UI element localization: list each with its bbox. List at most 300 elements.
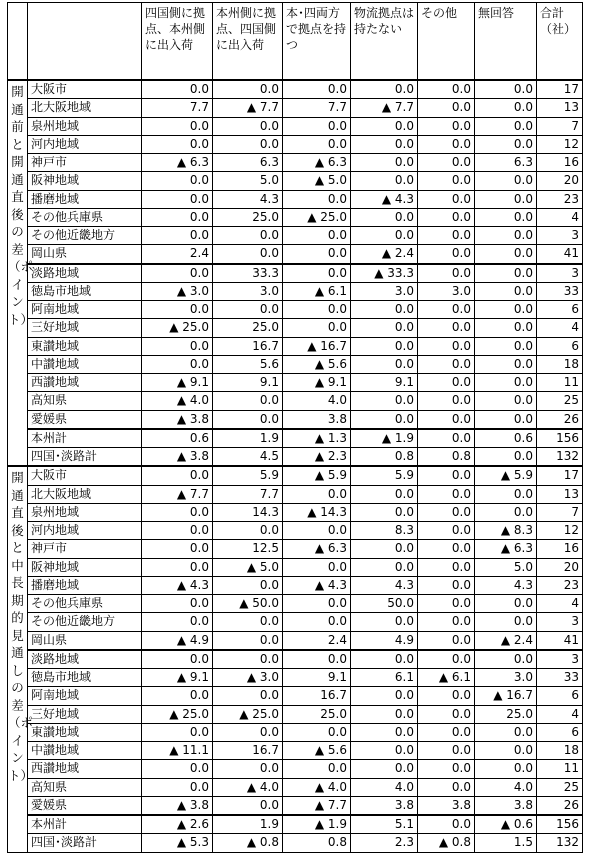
table-row	[8, 135, 583, 153]
table-row	[8, 815, 583, 834]
value-cell: ▲ 4.0	[213, 778, 283, 796]
value-cell: 0.0	[142, 503, 213, 521]
table-row	[8, 540, 583, 558]
value-cell: 0.0	[283, 319, 351, 337]
value-cell: 0.0	[142, 80, 213, 99]
value-cell: 8.3	[351, 522, 418, 540]
value-cell: ▲ 6.1	[283, 282, 351, 300]
value-cell: 0.0	[475, 650, 537, 669]
value-cell: 3.0	[418, 282, 475, 300]
header-region	[28, 3, 142, 81]
value-cell: 2.4	[283, 631, 351, 650]
table-row	[8, 355, 583, 373]
value-cell: 0.0	[213, 687, 283, 705]
table-row	[8, 264, 583, 283]
value-cell: 25.0	[475, 705, 537, 723]
region-cell: 三好地域	[28, 319, 142, 337]
table-row	[8, 796, 583, 815]
value-cell: 0.0	[213, 723, 283, 741]
total-cell: 16	[537, 540, 583, 558]
total-cell: 132	[537, 834, 583, 852]
value-cell: 0.0	[475, 337, 537, 355]
table-row	[8, 392, 583, 410]
value-cell: 0.0	[418, 540, 475, 558]
value-cell: 1.9	[213, 429, 283, 448]
value-cell: 0.0	[142, 264, 213, 283]
value-cell: ▲ 0.8	[418, 834, 475, 852]
value-cell: 0.0	[351, 117, 418, 135]
value-cell: 0.0	[418, 135, 475, 153]
value-cell: 0.0	[418, 650, 475, 669]
value-cell: 0.0	[142, 355, 213, 373]
table-row	[8, 576, 583, 594]
section-label: 開通直後と中長期的見通しの差（ポイント）	[8, 466, 28, 852]
value-cell: 0.0	[418, 613, 475, 631]
value-cell: 0.0	[418, 154, 475, 172]
region-cell: 播磨地域	[28, 190, 142, 208]
region-cell: 岡山県	[28, 631, 142, 650]
value-cell: 0.0	[418, 117, 475, 135]
value-cell: 0.0	[283, 301, 351, 319]
value-cell: ▲ 16.7	[475, 687, 537, 705]
value-cell: 0.0	[213, 796, 283, 815]
value-cell: 0.0	[213, 760, 283, 778]
value-cell: 0.0	[418, 319, 475, 337]
value-cell: 0.0	[418, 687, 475, 705]
region-cell: 淡路地域	[28, 650, 142, 669]
value-cell: 0.0	[351, 705, 418, 723]
value-cell: 0.0	[351, 540, 418, 558]
value-cell: 0.0	[351, 301, 418, 319]
total-cell: 12	[537, 522, 583, 540]
value-cell: ▲ 7.7	[283, 796, 351, 815]
value-cell: 0.0	[351, 355, 418, 373]
region-cell: 大阪市	[28, 466, 142, 485]
table-body	[8, 3, 583, 853]
total-cell: 4	[537, 595, 583, 613]
value-cell: 0.0	[418, 466, 475, 485]
value-cell: 5.9	[213, 466, 283, 485]
table-row	[8, 448, 583, 467]
total-cell: 26	[537, 796, 583, 815]
table-row	[8, 723, 583, 741]
table-row	[8, 778, 583, 796]
value-cell: 0.0	[418, 410, 475, 429]
value-cell: 0.0	[475, 227, 537, 245]
value-cell: 0.0	[475, 448, 537, 467]
value-cell: 9.1	[283, 669, 351, 687]
region-cell: 河内地域	[28, 522, 142, 540]
region-cell: 中讃地域	[28, 355, 142, 373]
table-row	[8, 742, 583, 760]
value-cell: ▲ 6.3	[475, 540, 537, 558]
value-cell: 0.0	[142, 595, 213, 613]
value-cell: 0.0	[351, 337, 418, 355]
table-row	[8, 374, 583, 392]
value-cell: 0.0	[142, 208, 213, 226]
value-cell: 0.0	[475, 355, 537, 373]
value-cell: 0.0	[475, 595, 537, 613]
value-cell: 0.0	[418, 576, 475, 594]
region-cell: 三好地域	[28, 705, 142, 723]
value-cell: 7.7	[142, 99, 213, 117]
header-no-base: 物流拠点は持たない	[351, 3, 418, 81]
table-row	[8, 227, 583, 245]
value-cell: 4.3	[351, 576, 418, 594]
value-cell: 14.3	[213, 503, 283, 521]
value-cell: 0.0	[418, 522, 475, 540]
data-sheet	[7, 2, 582, 850]
value-cell: 0.0	[213, 576, 283, 594]
value-cell: ▲ 25.0	[213, 705, 283, 723]
value-cell: 0.0	[351, 650, 418, 669]
total-cell: 13	[537, 485, 583, 503]
total-cell: 6	[537, 723, 583, 741]
value-cell: ▲ 1.3	[283, 429, 351, 448]
value-cell: ▲ 4.3	[142, 576, 213, 594]
value-cell: 0.0	[475, 374, 537, 392]
region-cell: 本州計	[28, 815, 142, 834]
value-cell: ▲ 6.3	[283, 540, 351, 558]
value-cell: 0.0	[142, 778, 213, 796]
value-cell: 0.0	[475, 723, 537, 741]
value-cell: 0.0	[418, 503, 475, 521]
value-cell: 0.0	[351, 613, 418, 631]
value-cell: 0.0	[351, 319, 418, 337]
value-cell: 2.4	[142, 245, 213, 264]
value-cell: 0.0	[418, 595, 475, 613]
value-cell: 9.1	[213, 374, 283, 392]
value-cell: ▲ 25.0	[142, 319, 213, 337]
value-cell: 0.0	[475, 503, 537, 521]
region-cell: 徳島市地域	[28, 282, 142, 300]
value-cell: ▲ 6.3	[142, 154, 213, 172]
value-cell: 0.0	[418, 392, 475, 410]
region-cell: 大阪市	[28, 80, 142, 99]
total-cell: 7	[537, 503, 583, 521]
value-cell: ▲ 5.3	[142, 834, 213, 852]
total-cell: 23	[537, 190, 583, 208]
value-cell: 0.0	[213, 650, 283, 669]
value-cell: ▲ 7.7	[142, 485, 213, 503]
value-cell: ▲ 5.0	[213, 558, 283, 576]
value-cell: 3.0	[351, 282, 418, 300]
region-cell: その他兵庫県	[28, 208, 142, 226]
value-cell: 3.8	[351, 796, 418, 815]
region-cell: 泉州地域	[28, 117, 142, 135]
region-cell: 阿南地域	[28, 301, 142, 319]
value-cell: 5.0	[475, 558, 537, 576]
region-cell: 愛媛県	[28, 410, 142, 429]
comparison-table	[7, 2, 583, 853]
total-cell: 3	[537, 650, 583, 669]
region-cell: 高知県	[28, 392, 142, 410]
value-cell: 2.3	[351, 834, 418, 852]
value-cell: 0.0	[475, 410, 537, 429]
value-cell: 0.0	[418, 485, 475, 503]
region-cell: 神戸市	[28, 540, 142, 558]
value-cell: 3.8	[283, 410, 351, 429]
total-cell: 156	[537, 429, 583, 448]
header-shikoku-base: 四国側に拠点、本州側に出入荷	[142, 3, 213, 81]
value-cell: 50.0	[351, 595, 418, 613]
value-cell: ▲ 1.9	[283, 815, 351, 834]
value-cell: 5.1	[351, 815, 418, 834]
region-cell: その他近畿地方	[28, 227, 142, 245]
value-cell: 3.0	[213, 282, 283, 300]
total-cell: 33	[537, 669, 583, 687]
value-cell: 0.0	[351, 135, 418, 153]
value-cell: 0.0	[418, 208, 475, 226]
value-cell: 0.0	[351, 392, 418, 410]
value-cell: 16.7	[213, 337, 283, 355]
value-cell: 0.0	[142, 190, 213, 208]
value-cell: 0.0	[142, 522, 213, 540]
value-cell: 0.0	[418, 723, 475, 741]
value-cell: ▲ 3.8	[142, 796, 213, 815]
value-cell: 0.0	[475, 264, 537, 283]
value-cell: 0.0	[142, 466, 213, 485]
table-row	[8, 595, 583, 613]
value-cell: 4.0	[351, 778, 418, 796]
total-cell: 17	[537, 80, 583, 99]
value-cell: 0.0	[418, 245, 475, 264]
value-cell: 6.3	[213, 154, 283, 172]
value-cell: 0.0	[283, 595, 351, 613]
value-cell: 0.0	[283, 650, 351, 669]
value-cell: 1.5	[475, 834, 537, 852]
table-row	[8, 80, 583, 99]
table-row	[8, 631, 583, 650]
value-cell: 0.0	[142, 117, 213, 135]
table-row	[8, 760, 583, 778]
value-cell: 0.0	[142, 172, 213, 190]
value-cell: 4.0	[283, 392, 351, 410]
region-cell: 河内地域	[28, 135, 142, 153]
header-both-bases: 本･四両方で拠点を持つ	[283, 3, 351, 81]
value-cell: 0.0	[475, 190, 537, 208]
value-cell: 0.0	[475, 301, 537, 319]
value-cell: 0.0	[418, 760, 475, 778]
region-cell: 阪神地域	[28, 558, 142, 576]
value-cell: 0.0	[351, 742, 418, 760]
table-row	[8, 154, 583, 172]
value-cell: 0.0	[418, 815, 475, 834]
table-row	[8, 117, 583, 135]
value-cell: ▲ 9.1	[142, 669, 213, 687]
region-cell: 中讃地域	[28, 742, 142, 760]
table-row	[8, 503, 583, 521]
value-cell: 0.0	[351, 227, 418, 245]
value-cell: 0.0	[351, 80, 418, 99]
region-cell: 阪神地域	[28, 172, 142, 190]
total-cell: 6	[537, 337, 583, 355]
value-cell: 0.0	[142, 723, 213, 741]
total-cell: 33	[537, 282, 583, 300]
value-cell: 16.7	[213, 742, 283, 760]
value-cell: 0.0	[283, 117, 351, 135]
value-cell: 0.0	[351, 172, 418, 190]
value-cell: 0.0	[418, 227, 475, 245]
value-cell: ▲ 4.9	[142, 631, 213, 650]
value-cell: 0.0	[418, 429, 475, 448]
value-cell: ▲ 50.0	[213, 595, 283, 613]
total-cell: 20	[537, 558, 583, 576]
total-cell: 3	[537, 264, 583, 283]
table-row	[8, 301, 583, 319]
value-cell: 3.8	[475, 796, 537, 815]
value-cell: 0.0	[351, 687, 418, 705]
value-cell: ▲ 0.8	[213, 834, 283, 852]
total-cell: 4	[537, 705, 583, 723]
value-cell: 0.0	[351, 760, 418, 778]
header-corner	[8, 3, 28, 81]
value-cell: 0.0	[283, 485, 351, 503]
table-row	[8, 208, 583, 226]
total-cell: 18	[537, 742, 583, 760]
header-row	[8, 3, 583, 81]
value-cell: 0.0	[142, 760, 213, 778]
value-cell: 0.0	[418, 190, 475, 208]
value-cell: 0.0	[351, 410, 418, 429]
total-cell: 41	[537, 631, 583, 650]
value-cell: ▲ 25.0	[283, 208, 351, 226]
value-cell: 0.0	[213, 613, 283, 631]
value-cell: 25.0	[213, 319, 283, 337]
value-cell: 0.0	[213, 227, 283, 245]
value-cell: 0.0	[351, 723, 418, 741]
value-cell: 0.0	[213, 522, 283, 540]
region-cell: 淡路地域	[28, 264, 142, 283]
total-cell: 17	[537, 466, 583, 485]
value-cell: ▲ 6.1	[418, 669, 475, 687]
value-cell: 0.6	[142, 429, 213, 448]
total-cell: 6	[537, 687, 583, 705]
value-cell: 0.0	[418, 705, 475, 723]
value-cell: 0.0	[283, 227, 351, 245]
value-cell: 0.0	[475, 485, 537, 503]
value-cell: 3.0	[475, 669, 537, 687]
value-cell: ▲ 3.0	[213, 669, 283, 687]
value-cell: 0.0	[142, 613, 213, 631]
value-cell: 0.0	[418, 99, 475, 117]
total-cell: 12	[537, 135, 583, 153]
value-cell: ▲ 4.0	[283, 778, 351, 796]
value-cell: 0.0	[418, 172, 475, 190]
table-row	[8, 705, 583, 723]
value-cell: 0.0	[418, 374, 475, 392]
value-cell: 0.0	[418, 631, 475, 650]
value-cell: 0.0	[475, 208, 537, 226]
total-cell: 25	[537, 392, 583, 410]
value-cell: 5.6	[213, 355, 283, 373]
value-cell: ▲ 1.9	[351, 429, 418, 448]
value-cell: 0.0	[475, 99, 537, 117]
value-cell: 0.0	[475, 245, 537, 264]
value-cell: 0.0	[475, 742, 537, 760]
value-cell: ▲ 3.8	[142, 410, 213, 429]
total-cell: 20	[537, 172, 583, 190]
table-row	[8, 466, 583, 485]
value-cell: ▲ 5.6	[283, 355, 351, 373]
value-cell: ▲ 5.0	[283, 172, 351, 190]
region-cell: 北大阪地域	[28, 485, 142, 503]
header-total: 合計（社）	[537, 3, 583, 81]
value-cell: ▲ 5.9	[475, 466, 537, 485]
table-row	[8, 282, 583, 300]
table-row	[8, 669, 583, 687]
value-cell: 0.0	[283, 760, 351, 778]
value-cell: ▲ 6.3	[283, 154, 351, 172]
value-cell: 0.0	[475, 392, 537, 410]
total-cell: 3	[537, 613, 583, 631]
value-cell: 0.0	[283, 80, 351, 99]
value-cell: 25.0	[283, 705, 351, 723]
total-cell: 26	[537, 410, 583, 429]
table-row	[8, 172, 583, 190]
table-row	[8, 337, 583, 355]
region-cell: 四国･淡路計	[28, 448, 142, 467]
value-cell: 0.0	[475, 760, 537, 778]
value-cell: 0.0	[418, 264, 475, 283]
total-cell: 13	[537, 99, 583, 117]
table-row	[8, 245, 583, 264]
value-cell: 0.0	[351, 485, 418, 503]
value-cell: 0.0	[213, 80, 283, 99]
value-cell: 0.0	[351, 558, 418, 576]
value-cell: 0.8	[283, 834, 351, 852]
value-cell: 0.0	[213, 117, 283, 135]
value-cell: 0.0	[283, 522, 351, 540]
header-honshu-base: 本州側に拠点、四国側に出入荷	[213, 3, 283, 81]
region-cell: 神戸市	[28, 154, 142, 172]
value-cell: 0.0	[213, 301, 283, 319]
value-cell: 25.0	[213, 208, 283, 226]
value-cell: 0.0	[213, 392, 283, 410]
table-row	[8, 650, 583, 669]
table-row	[8, 522, 583, 540]
value-cell: ▲ 14.3	[283, 503, 351, 521]
value-cell: ▲ 4.3	[283, 576, 351, 594]
value-cell: ▲ 33.3	[351, 264, 418, 283]
value-cell: 0.0	[142, 650, 213, 669]
value-cell: 0.0	[351, 208, 418, 226]
value-cell: 0.0	[475, 613, 537, 631]
value-cell: 0.0	[475, 282, 537, 300]
value-cell: 7.7	[283, 99, 351, 117]
value-cell: ▲ 16.7	[283, 337, 351, 355]
value-cell: 4.3	[475, 576, 537, 594]
value-cell: 33.3	[213, 264, 283, 283]
value-cell: 0.0	[475, 172, 537, 190]
value-cell: 3.8	[418, 796, 475, 815]
table-row	[8, 190, 583, 208]
value-cell: ▲ 9.1	[142, 374, 213, 392]
table-row	[8, 485, 583, 503]
total-cell: 41	[537, 245, 583, 264]
value-cell: ▲ 0.6	[475, 815, 537, 834]
value-cell: 0.8	[418, 448, 475, 467]
value-cell: ▲ 25.0	[142, 705, 213, 723]
region-cell: 西讃地域	[28, 760, 142, 778]
value-cell: 7.7	[213, 485, 283, 503]
total-cell: 11	[537, 760, 583, 778]
value-cell: ▲ 2.3	[283, 448, 351, 467]
value-cell: 0.0	[475, 80, 537, 99]
value-cell: ▲ 3.8	[142, 448, 213, 467]
region-cell: その他近畿地方	[28, 613, 142, 631]
value-cell: 4.9	[351, 631, 418, 650]
